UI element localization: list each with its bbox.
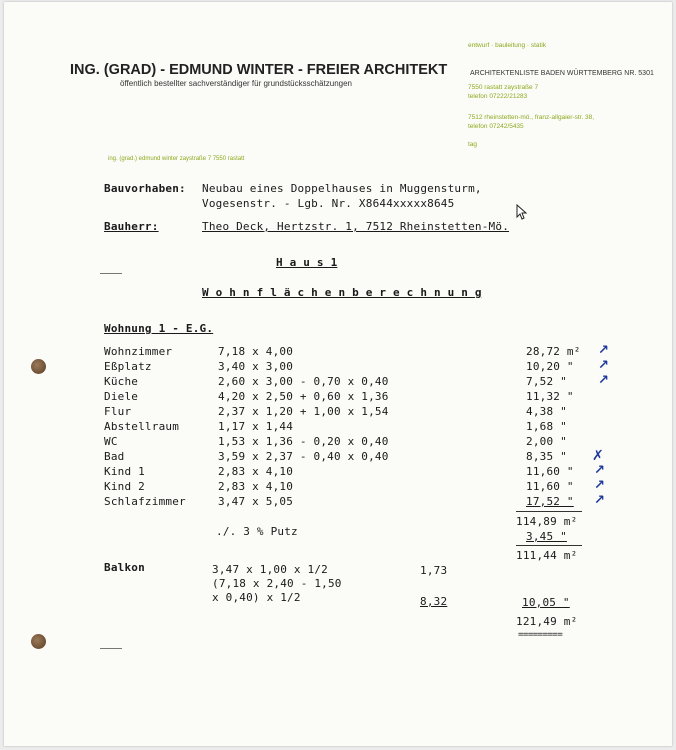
owner-value: Theo Deck, Hertzstr. 1, 7512 Rheinstetten-Mö. (202, 220, 510, 233)
grand-total-value: 121,49 m² (516, 615, 578, 628)
room-name: Kind 2 (104, 480, 145, 493)
document-subtitle: W o h n f l ä c h e n b e r e c h n u n g (202, 286, 482, 299)
room-name: Kind 1 (104, 465, 145, 478)
office1-phone: telefon 07222/21283 (468, 93, 528, 100)
room-area: 11,60 " (526, 480, 574, 493)
cursor-icon (516, 204, 528, 220)
room-calculation: 3,59 x 2,37 - 0,40 x 0,40 (218, 450, 389, 463)
sum-divider (516, 511, 582, 512)
room-calculation: 1,53 x 1,36 - 0,20 x 0,40 (218, 435, 389, 448)
office2-phone: telefon 07242/5435 (468, 123, 524, 130)
services-line: entwurf · bauleitung · statik (468, 42, 547, 49)
section-heading: Wohnung 1 - E.G. (104, 322, 214, 335)
room-area: 11,60 " (526, 465, 574, 478)
double-underline: ========= (518, 630, 563, 640)
net-total-value: 111,44 m² (516, 549, 578, 562)
binder-hole (31, 359, 46, 374)
project-line-2: Vogesenstr. - Lgb. Nr. X8644xxxxx8645 (202, 197, 455, 210)
registry-line: ARCHITEKTENLISTE BADEN WÜRTTEMBERG NR. 5301 (470, 70, 654, 77)
room-calculation: 7,18 x 4,00 (218, 345, 294, 358)
putz-value: 3,45 " (526, 530, 567, 543)
room-area: 1,68 " (526, 420, 567, 433)
balkon-line-3: x 0,40) x 1/2 (212, 591, 301, 604)
room-area: 10,20 " (526, 360, 574, 373)
room-name: Diele (104, 390, 139, 403)
checkmark-icon: ↗ (598, 358, 609, 373)
room-area: 2,00 " (526, 435, 567, 448)
owner-label: Bauherr: (104, 220, 159, 233)
margin-dash (100, 648, 122, 649)
room-calculation: 2,37 x 1,20 + 1,00 x 1,54 (218, 405, 389, 418)
margin-dash (100, 273, 122, 274)
room-area: 11,32 " (526, 390, 574, 403)
sender-line: ing. (grad.) edmund winter zaystraße 7 7550 rastatt (108, 156, 245, 162)
balkon-line-1: 3,47 x 1,00 x 1/2 (212, 563, 328, 576)
cross-mark-icon: ✗ (592, 448, 604, 464)
room-calculation: 2,83 x 4,10 (218, 465, 294, 478)
binder-hole (31, 634, 46, 649)
checkmark-icon: ↗ (598, 373, 609, 388)
document-page (4, 2, 672, 746)
room-name: Abstellraum (104, 420, 180, 433)
room-name: Eßplatz (104, 360, 152, 373)
sum-divider (516, 545, 582, 546)
balkon-value-1: 1,73 (420, 564, 448, 577)
room-area: 7,52 " (526, 375, 567, 388)
room-area: 8,35 " (526, 450, 567, 463)
putz-label: ./. 3 % Putz (216, 525, 298, 538)
document-title: H a u s 1 (276, 256, 338, 269)
room-name: Wohnzimmer (104, 345, 173, 358)
tag-label: tag (468, 141, 478, 148)
room-name: Küche (104, 375, 139, 388)
checkmark-icon: ↗ (594, 493, 605, 508)
balkon-label: Balkon (104, 561, 145, 574)
checkmark-icon: ↗ (598, 343, 609, 358)
office2-address: 7512 rheinstetten-mö., franz-allgaier-str. 38, (468, 114, 595, 121)
balkon-line-2: (7,18 x 2,40 - 1,50 (212, 577, 342, 590)
room-name: Flur (104, 405, 132, 418)
room-name: Schlafzimmer (104, 495, 186, 508)
room-calculation: 4,20 x 2,50 + 0,60 x 1,36 (218, 390, 389, 403)
architect-name: ING. (GRAD) - EDMUND WINTER - FREIER ARCHITEKT (70, 62, 448, 78)
office1-address: 7550 rastatt zaystraße 7 (468, 84, 539, 91)
room-area: 4,38 " (526, 405, 567, 418)
balkon-result: 10,05 " (522, 596, 570, 609)
room-area: 17,52 " (526, 495, 574, 508)
project-label: Bauvorhaben: (104, 182, 186, 195)
room-name: Bad (104, 450, 125, 463)
room-name: WC (104, 435, 118, 448)
room-calculation: 3,47 x 5,05 (218, 495, 294, 508)
checkmark-icon: ↗ (594, 478, 605, 493)
room-area: 28,72 m² (526, 345, 581, 358)
room-calculation: 2,83 x 4,10 (218, 480, 294, 493)
balkon-value-2: 8,32 (420, 595, 448, 608)
room-calculation: 3,40 x 3,00 (218, 360, 294, 373)
room-calculation: 1,17 x 1,44 (218, 420, 294, 433)
room-calculation: 2,60 x 3,00 - 0,70 x 0,40 (218, 375, 389, 388)
architect-subtitle: öffentlich bestellter sachverständiger für grundstücksschätzungen (120, 79, 352, 88)
subtotal-value: 114,89 m² (516, 515, 578, 528)
checkmark-icon: ↗ (594, 463, 605, 478)
project-line-1: Neubau eines Doppelhauses in Muggensturm, (202, 182, 482, 195)
